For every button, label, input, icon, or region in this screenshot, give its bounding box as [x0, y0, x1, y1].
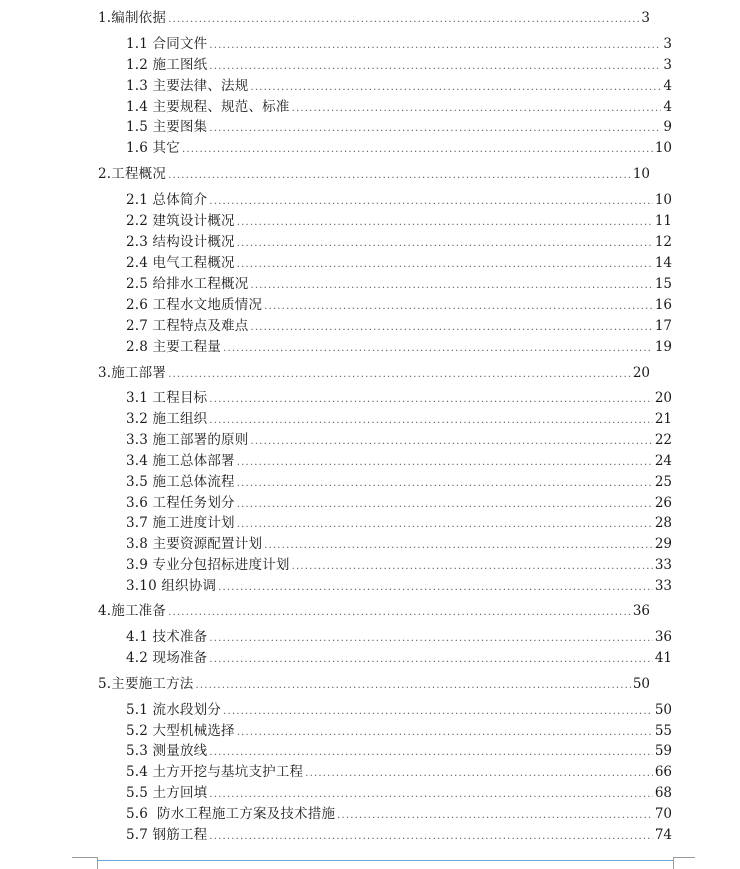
toc-entry-5-3[interactable]: [126, 742, 672, 762]
leader-dots: [168, 11, 639, 29]
toc-page-number: 29: [654, 536, 672, 552]
leader-dots: [209, 651, 652, 669]
leader-dots: [250, 319, 652, 337]
toc-section-1[interactable]: [98, 9, 650, 29]
toc-page-number: 25: [654, 474, 672, 490]
leader-dots: [223, 703, 653, 721]
leader-dots: [305, 765, 653, 783]
toc-label: 3.7 施工进度计划: [126, 515, 235, 531]
toc-page-number: 50: [632, 676, 650, 692]
toc-label: 3.10 组织协调: [126, 578, 217, 594]
toc-label: 2.2 建筑设计概况: [126, 213, 235, 229]
toc-entry-1-2[interactable]: [126, 56, 672, 76]
toc-entry-1-3[interactable]: [126, 77, 672, 97]
toc-label: 5.5 土方回填: [126, 785, 208, 801]
toc-label: 1.1 合同文件: [126, 36, 208, 52]
toc-entry-5-7[interactable]: [126, 826, 672, 846]
toc-page-number: 20: [632, 365, 650, 381]
toc-entry-1-5[interactable]: [126, 118, 672, 138]
toc-page-number: 22: [654, 432, 672, 448]
leader-dots: [209, 828, 652, 846]
toc-page-number: 36: [654, 629, 672, 645]
leader-dots: [237, 214, 653, 232]
toc-page-number: 3: [663, 57, 672, 73]
toc-page-number: 74: [654, 827, 672, 843]
toc-label: 2.3 结构设计概况: [126, 234, 235, 250]
toc-label: 5.4 土方开挖与基坑支护工程: [126, 764, 304, 780]
toc-label: 4.施工准备: [98, 603, 167, 619]
toc-entry-5-6[interactable]: [126, 805, 672, 825]
leader-dots: [209, 120, 661, 138]
toc-page-number: 17: [654, 318, 672, 334]
toc-label: 3.6 工程任务划分: [126, 495, 235, 511]
toc-entry-5-2[interactable]: [126, 722, 672, 742]
toc-label: 5.6 防水工程施工方案及技术措施: [126, 806, 336, 822]
toc-page-number: 21: [654, 411, 672, 427]
leader-dots: [182, 141, 653, 159]
leader-dots: [209, 412, 652, 430]
leader-dots: [292, 558, 653, 576]
toc-label: 5.1 流水段划分: [126, 702, 222, 718]
toc-page-number: 33: [654, 578, 672, 594]
toc-label: 1.4 主要规程、规范、标准: [126, 99, 290, 115]
toc-entry-3-1[interactable]: [126, 389, 672, 409]
toc-label: 3.3 施工部署的原则: [126, 432, 249, 448]
leader-dots: [337, 807, 653, 825]
toc-label: 4.2 现场准备: [126, 650, 208, 666]
leader-dots: [209, 786, 652, 804]
leader-dots: [168, 604, 631, 622]
toc-label: 1.2 施工图纸: [126, 57, 208, 73]
leader-dots: [209, 58, 661, 76]
toc-label: 4.1 技术准备: [126, 629, 208, 645]
toc-entry-5-4[interactable]: [126, 763, 672, 783]
leader-dots: [168, 366, 631, 384]
toc-entry-3-8[interactable]: [126, 535, 672, 555]
leader-dots: [209, 630, 652, 648]
leader-dots: [237, 724, 653, 742]
toc-label: 3.1 工程目标: [126, 390, 208, 406]
toc-entry-3-5[interactable]: [126, 473, 672, 493]
toc-page-number: 59: [654, 743, 672, 759]
toc-page-number: 50: [654, 702, 672, 718]
toc-page-number: 11: [654, 213, 672, 229]
toc-page-number: 33: [654, 557, 672, 573]
toc-entry-3-9[interactable]: [126, 556, 672, 576]
toc-page-number: 70: [654, 806, 672, 822]
leader-dots: [250, 277, 652, 295]
leader-dots: [237, 454, 653, 472]
leader-dots: [209, 391, 652, 409]
toc-label: 5.2 大型机械选择: [126, 723, 235, 739]
leader-dots: [237, 256, 653, 274]
toc-page-number: 10: [632, 166, 650, 182]
toc-entry-2-7[interactable]: [126, 317, 672, 337]
page-bottom-margin-line: [98, 860, 673, 861]
toc-section-4[interactable]: [98, 602, 650, 622]
toc-page-number: 9: [663, 119, 672, 135]
leader-dots: [237, 496, 653, 514]
leader-dots: [195, 677, 630, 695]
toc-page-number: 19: [654, 339, 672, 355]
leader-dots: [218, 579, 653, 597]
toc-section-5[interactable]: [98, 675, 650, 695]
toc-entry-2-2[interactable]: [126, 212, 672, 232]
toc-page-number: 68: [654, 785, 672, 801]
page-corner-mark-right: [673, 857, 695, 858]
toc-label: 3.2 施工组织: [126, 411, 208, 427]
page-corner-mark-left-vertical: [97, 857, 98, 869]
toc-label: 3.4 施工总体部署: [126, 453, 235, 469]
leader-dots: [264, 537, 653, 555]
leader-dots: [237, 475, 653, 493]
toc-label: 2.工程概况: [98, 166, 167, 182]
leader-dots: [209, 37, 661, 55]
toc-label: 1.编制依据: [98, 10, 167, 26]
toc-page-number: 26: [654, 495, 672, 511]
toc-label: 5.7 钢筋工程: [126, 827, 208, 843]
toc-page-number: 41: [654, 650, 672, 666]
toc-entry-3-7[interactable]: [126, 514, 672, 534]
toc-entry-2-5[interactable]: [126, 275, 672, 295]
toc-entry-3-4[interactable]: [126, 452, 672, 472]
toc-entry-3-2[interactable]: [126, 410, 672, 430]
toc-page-number: 3: [641, 10, 650, 26]
toc-entry-2-1[interactable]: [126, 191, 672, 211]
toc-label: 2.5 给排水工程概况: [126, 276, 249, 292]
toc-page-number: 4: [663, 99, 672, 115]
toc-entry-1-1[interactable]: [126, 35, 672, 55]
toc-page-number: 12: [654, 234, 672, 250]
toc-page-number: 4: [663, 78, 672, 94]
leader-dots: [264, 298, 653, 316]
toc-label: 5.3 测量放线: [126, 743, 208, 759]
toc-page-number: 20: [654, 390, 672, 406]
leader-dots: [168, 167, 631, 185]
toc-entry-1-4[interactable]: [126, 98, 672, 118]
toc-label: 2.1 总体简介: [126, 192, 208, 208]
leader-dots: [250, 79, 661, 97]
toc-entry-4-2[interactable]: [126, 649, 672, 669]
toc-page-number: 55: [654, 723, 672, 739]
toc-entry-5-1[interactable]: [126, 701, 672, 721]
toc-entry-2-4[interactable]: [126, 254, 672, 274]
leader-dots: [209, 744, 652, 762]
toc-page-number: 36: [632, 603, 650, 619]
toc-entry-3-3[interactable]: [126, 431, 672, 451]
toc-label: 1.3 主要法律、法规: [126, 78, 249, 94]
toc-label: 2.7 工程特点及难点: [126, 318, 249, 334]
leader-dots: [209, 193, 652, 211]
toc-entry-5-5[interactable]: [126, 784, 672, 804]
toc-section-3[interactable]: [98, 364, 650, 384]
toc-page-number: 14: [654, 255, 672, 271]
toc-page-number: 66: [654, 764, 672, 780]
toc-label: 2.6 工程水文地质情况: [126, 297, 263, 313]
toc-entry-2-6[interactable]: [126, 296, 672, 316]
toc-label: 5.主要施工方法: [98, 676, 194, 692]
toc-label: 3.施工部署: [98, 365, 167, 381]
toc-label: 1.6 其它: [126, 140, 180, 156]
toc-page-number: 10: [654, 192, 672, 208]
leader-dots: [237, 516, 653, 534]
toc-page-number: 16: [654, 297, 672, 313]
toc-page-number: 24: [654, 453, 672, 469]
toc-label: 3.5 施工总体流程: [126, 474, 235, 490]
leader-dots: [250, 433, 652, 451]
toc-entry-2-3[interactable]: [126, 233, 672, 253]
toc-label: 1.5 主要图集: [126, 119, 208, 135]
leader-dots: [237, 235, 653, 253]
toc-page-number: 10: [654, 140, 672, 156]
leader-dots: [292, 100, 662, 118]
toc-entry-3-6[interactable]: [126, 494, 672, 514]
page-corner-mark-left: [72, 857, 98, 858]
leader-dots: [223, 340, 653, 358]
toc-entry-1-6[interactable]: [126, 139, 672, 159]
toc-label: 3.9 专业分包招标进度计划: [126, 557, 290, 573]
page-corner-mark-right-vertical: [673, 857, 674, 869]
toc-entry-4-1[interactable]: [126, 628, 672, 648]
toc-page-number: 28: [654, 515, 672, 531]
toc-label: 2.8 主要工程量: [126, 339, 222, 355]
toc-entry-3-10[interactable]: [126, 577, 672, 597]
toc-entry-2-8[interactable]: [126, 338, 672, 358]
toc-page-number: 3: [663, 36, 672, 52]
toc-label: 3.8 主要资源配置计划: [126, 536, 263, 552]
toc-section-2[interactable]: [98, 165, 650, 185]
toc-label: 2.4 电气工程概况: [126, 255, 235, 271]
toc-page-number: 15: [654, 276, 672, 292]
